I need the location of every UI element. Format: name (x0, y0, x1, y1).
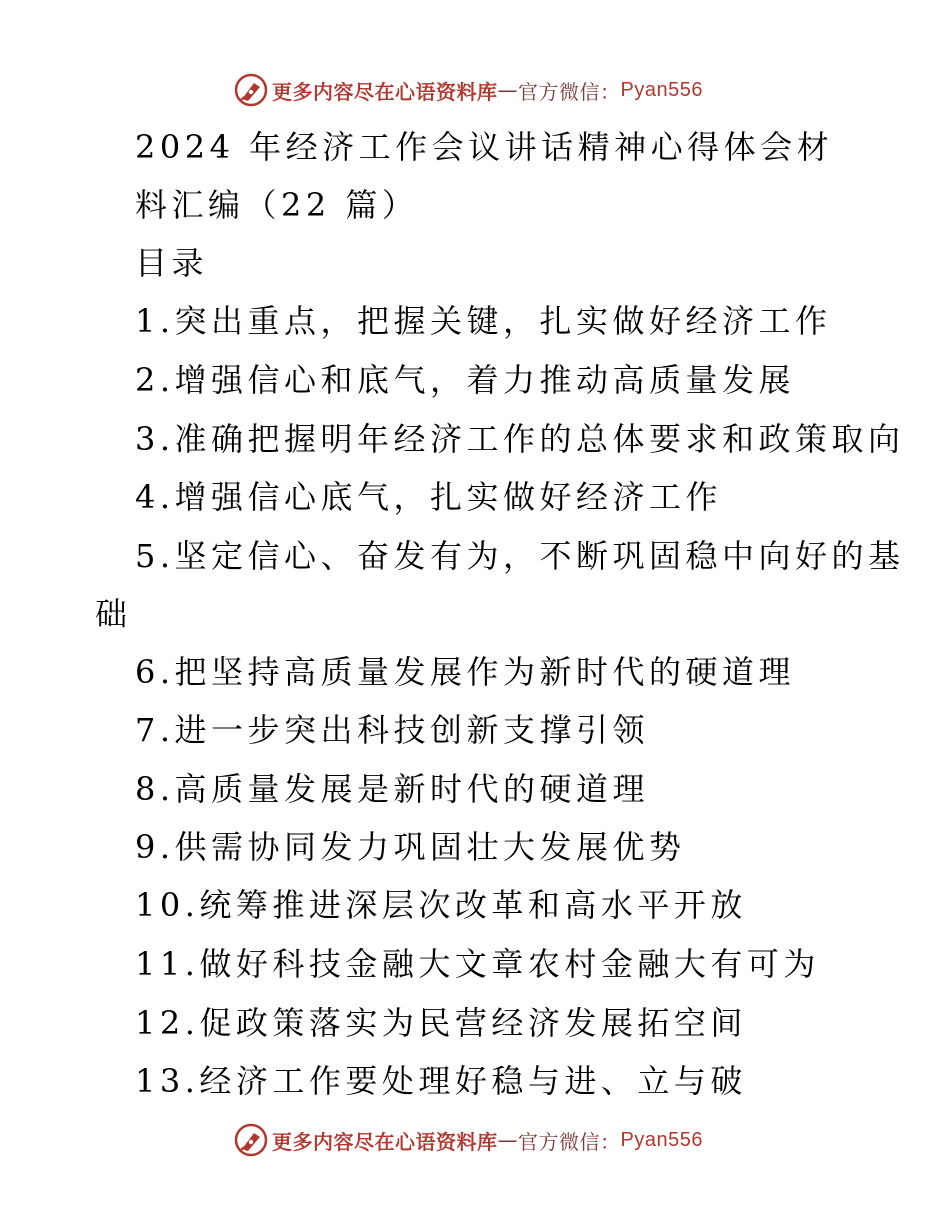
toc-item: 1.突出重点，把握关键，扎实做好经济工作 (135, 302, 832, 340)
watermark-separator: — (497, 1128, 518, 1152)
toc-item: 6.把坚持高质量发展作为新时代的硬道理 (135, 653, 796, 691)
footer-watermark (0, 1118, 950, 1162)
toc-item: 5.坚定信心、奋发有为，不断巩固稳中向好的基 (135, 537, 905, 575)
toc-item: 4.增强信心底气，扎实做好经济工作 (135, 478, 723, 516)
toc-item: 10.统筹推进深层次改革和高水平开放 (135, 886, 747, 924)
toc-item-continuation: 础 (95, 595, 132, 633)
toc-item: 8.高质量发展是新时代的硬道理 (135, 770, 650, 808)
watermark-wechat-id: Pyan556 (620, 1128, 703, 1151)
watermark-wechat-id: Pyan556 (620, 78, 703, 101)
toc-item: 9.供需协同发力巩固壮大发展优势 (135, 828, 686, 866)
toc-item: 7.进一步突出科技创新支撑引领 (135, 711, 650, 749)
toc-item: 3.准确把握明年经济工作的总体要求和政策取向 (135, 420, 905, 458)
toc-item: 2.增强信心和底气，着力推动高质量发展 (135, 361, 796, 399)
document-title-line-2: 料汇编（22 篇） (135, 186, 419, 224)
document-title-line-1: 2024 年经济工作会议讲话精神心得体会材 (135, 128, 834, 166)
watermark-contact-text: 官方微信： (518, 1129, 621, 1154)
toc-item: 12.促政策落实为民营经济发展拓空间 (135, 1004, 747, 1042)
watermark-contact-text: 官方微信： (518, 79, 621, 104)
toc-item: 11.做好科技金融大文章农村金融大有可为 (135, 945, 820, 983)
watermark-site-text: 更多内容尽在心语资料库 (272, 79, 498, 104)
toc-item: 13.经济工作要处理好稳与进、立与破 (135, 1062, 747, 1100)
pen-nib-logo-icon (234, 1123, 268, 1157)
toc-heading: 目录 (135, 244, 209, 282)
watermark-separator: — (497, 78, 518, 102)
watermark-site-text: 更多内容尽在心语资料库 (272, 1129, 498, 1154)
